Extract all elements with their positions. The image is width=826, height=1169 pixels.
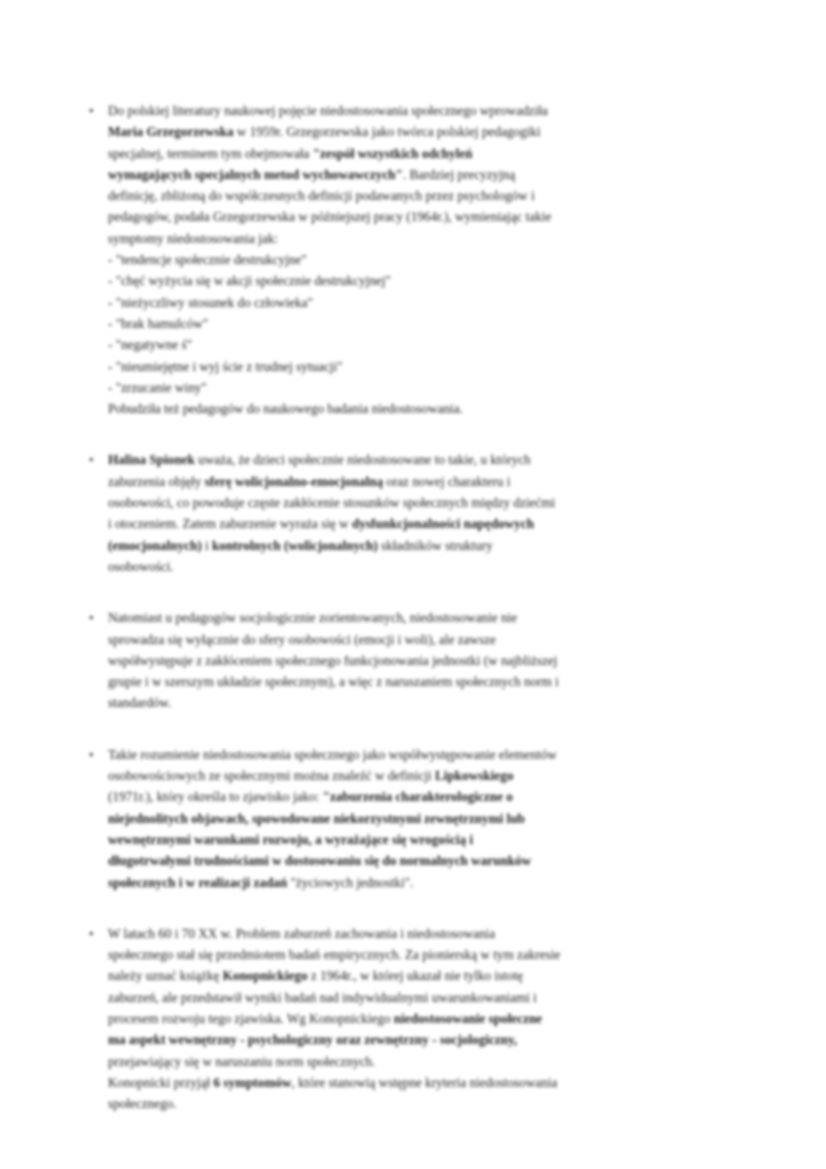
bold-text: wewnętrznymi warunkami rozwoju, a wyrażające się wrogością i (108, 831, 474, 847)
bullet-icon: • (89, 610, 94, 626)
text-line (108, 1051, 766, 1072)
text-run: Do polskiej literatury naukowej pojęcie niedostosowania społecznego wprowadziła (108, 103, 548, 118)
text-run: współwystępuje z zakłóceniem społecznego funkcjonowania jednostki (w najbliższej (108, 652, 558, 668)
text-line (108, 292, 766, 313)
bullet-icon: • (89, 452, 94, 468)
text-run: - "zrzucanie winy" (108, 379, 207, 395)
bold-text: społecznych i w realizacji zadań (108, 874, 288, 890)
text-line (108, 185, 766, 206)
text-run: i (201, 537, 213, 553)
text-run: przejawiający się w naruszaniu norm społecznych. (108, 1053, 376, 1069)
text-run: osobowości, co powoduje częste zakłócenie stosunków społecznych między dziećmi (108, 495, 556, 511)
text-run: definicję, zbliżoną do współczesnych definicji podawanych przez psychologów i (108, 188, 535, 204)
text-run: - "negatywne ś" (108, 337, 193, 353)
text-line (108, 121, 766, 142)
text-line (108, 765, 766, 786)
text-line (108, 744, 766, 765)
text-run: - "nieżyczliwy stosunek do człowieka" (108, 294, 313, 310)
text-run: uważa, że dzieci społecznie niedostosowane to takie, u których (194, 452, 531, 468)
bullet-icon: • (89, 925, 94, 941)
bold-text: długotrwałymi trudnościami w dostosowaniu się do normalnych warunków (108, 853, 532, 869)
text-run: pedagogów, podała Grzegorzewska w późniejszej pracy (1964r.), wymieniając takie (108, 209, 552, 225)
bold-text: sferę wolicjonalno-emocjonalną (204, 473, 384, 489)
bold-text: dysfunkcjonalności napędowych (351, 516, 534, 532)
text-run: symptomy niedostosowania jak: (108, 230, 278, 246)
text-run: osobowościowych ze społecznymi można znaleźć w definicji (108, 768, 436, 784)
bold-text: Konopnickiego (222, 968, 308, 984)
bold-text: niedostosowanie społeczne (393, 1010, 543, 1026)
text-run: procesem rozwoju tego zjawiska. Wg Konopnickiego (108, 1010, 394, 1026)
text-line (108, 829, 766, 850)
text-run: w 1959r. Grzegorzewska jako twórca polskiej pedagogiki (233, 124, 541, 140)
text-run: Konopnicki przyjął (108, 1074, 214, 1090)
text-run: - "brak hamulców" (108, 315, 209, 331)
text-run: grupie i w szerszym układzie społecznym), a więc z naruszaniem społecznych norm i (108, 674, 559, 690)
text-run: społecznego. (108, 1096, 177, 1112)
text-run: zaburzeń, ale przedstawił wyniki badań nad indywidualnymi uwarunkowaniami i (108, 989, 537, 1005)
text-line (108, 607, 766, 628)
bold-text: wymagających specjalnych metod wychowawczych" (108, 166, 403, 182)
bold-text: niejednolitych objawach, spowodowane niekorzystnymi zewnętrznymi lub (108, 810, 525, 826)
text-line (108, 270, 766, 291)
bullet-icon: • (89, 746, 94, 762)
text-line (108, 850, 766, 871)
text-line (108, 556, 766, 577)
text-run: sprowadza się wyłącznie do sfery osobowości (emocji i woli), ale zawsze (108, 631, 496, 647)
text-run: Natomiast u pedagogów socjologicznie zorientowanych, niedostosowanie nie (108, 610, 518, 626)
text-run: składników struktury (377, 537, 493, 553)
text-run: - "tendencje społecznie destrukcyjne" (108, 252, 307, 268)
text-line (108, 206, 766, 227)
text-line (108, 786, 766, 807)
text-run: zaburzenia objęły (108, 473, 205, 489)
text-line (108, 356, 766, 377)
text-line (108, 1072, 766, 1093)
text-line (108, 334, 766, 355)
text-line (108, 377, 766, 398)
text-line (108, 965, 766, 986)
bullet-icon: • (89, 103, 94, 118)
text-run: oraz nowej charakteru i (383, 473, 511, 489)
text-run: - "chęć wyżycia się w akcji społecznie destrukcyjnej" (108, 273, 391, 289)
text-line (108, 513, 766, 534)
paragraph-4 (89, 744, 766, 893)
text-run: W latach 60 i 70 XX w. Problem zaburzeń zachowania i niedostosowania (108, 925, 496, 941)
text-run: Takie rozumienie niedostosowania społecznego jako współwystępowanie elementów (108, 746, 557, 762)
text-run: społecznego stał się przedmiotem badań empirycznych. Za pionierską w tym zakresie (108, 947, 561, 963)
text-line (108, 471, 766, 492)
text-line (108, 492, 766, 513)
text-run: z 1964r., w której ukazał nie tylko istotę (307, 968, 523, 984)
text-run: należy uznać książkę (108, 968, 223, 984)
text-line (108, 228, 766, 249)
bold-text: 6 symptomów (213, 1074, 292, 1090)
text-line (108, 449, 766, 470)
bold-text: kontrolnych (wolicjonalnych) (212, 537, 378, 553)
text-run: . Bardziej precyzyjną (402, 166, 516, 182)
text-line (108, 872, 766, 893)
bold-text: "zaburzenia charakterologiczne o (322, 789, 513, 805)
text-run: specjalnej, terminem tym obejmowała (108, 145, 313, 161)
text-line (108, 164, 766, 185)
text-line (108, 1008, 766, 1029)
text-run: i otoczeniem. Zatem zaburzenie wyraża się w (108, 516, 352, 532)
text-run: standardów. (108, 695, 172, 711)
paragraph-2 (89, 449, 766, 577)
text-line (108, 249, 766, 270)
bold-text: Maria Grzegorzewska (108, 124, 234, 140)
text-line (108, 692, 766, 713)
text-run: "życiowych jednostki". (287, 874, 414, 890)
text-run: - "nieumiejętne i wyj ście z trudnej sytuacji" (108, 358, 343, 374)
text-line (108, 1029, 766, 1050)
text-line (108, 923, 766, 944)
text-line (108, 535, 766, 556)
text-line (108, 1093, 766, 1114)
text-line (108, 650, 766, 671)
text-line (108, 629, 766, 650)
bold-text: Lipkowskiego (435, 768, 514, 784)
text-run: (1971r.), który określa to zjawisko jako: (108, 789, 323, 805)
paragraph-1 (89, 100, 766, 419)
paragraph-5 (89, 923, 766, 1115)
bold-text: (emocjonalnych) (108, 537, 202, 553)
text-line (108, 987, 766, 1008)
text-run: , które stanowią wstępne kryteria niedostosowania (291, 1074, 558, 1090)
text-run: osobowości. (108, 558, 174, 574)
paragraph-3 (89, 607, 766, 713)
text-line (108, 944, 766, 965)
bold-text: "zespół wszystkich odchyleń (312, 145, 473, 161)
text-line (108, 143, 766, 164)
text-line (108, 808, 766, 829)
text-line (108, 100, 766, 121)
text-line (108, 671, 766, 692)
bold-text: Halina Spionek (108, 452, 195, 468)
text-line (108, 398, 766, 419)
bold-text: ma aspekt wewnętrzny - psychologiczny oraz zewnętrzny - socjologiczny, (108, 1032, 518, 1048)
bullet-list (89, 100, 766, 1114)
text-line (108, 313, 766, 334)
text-run: Pobudziła też pedagogów do naukowego badania niedostosowania. (108, 401, 463, 417)
